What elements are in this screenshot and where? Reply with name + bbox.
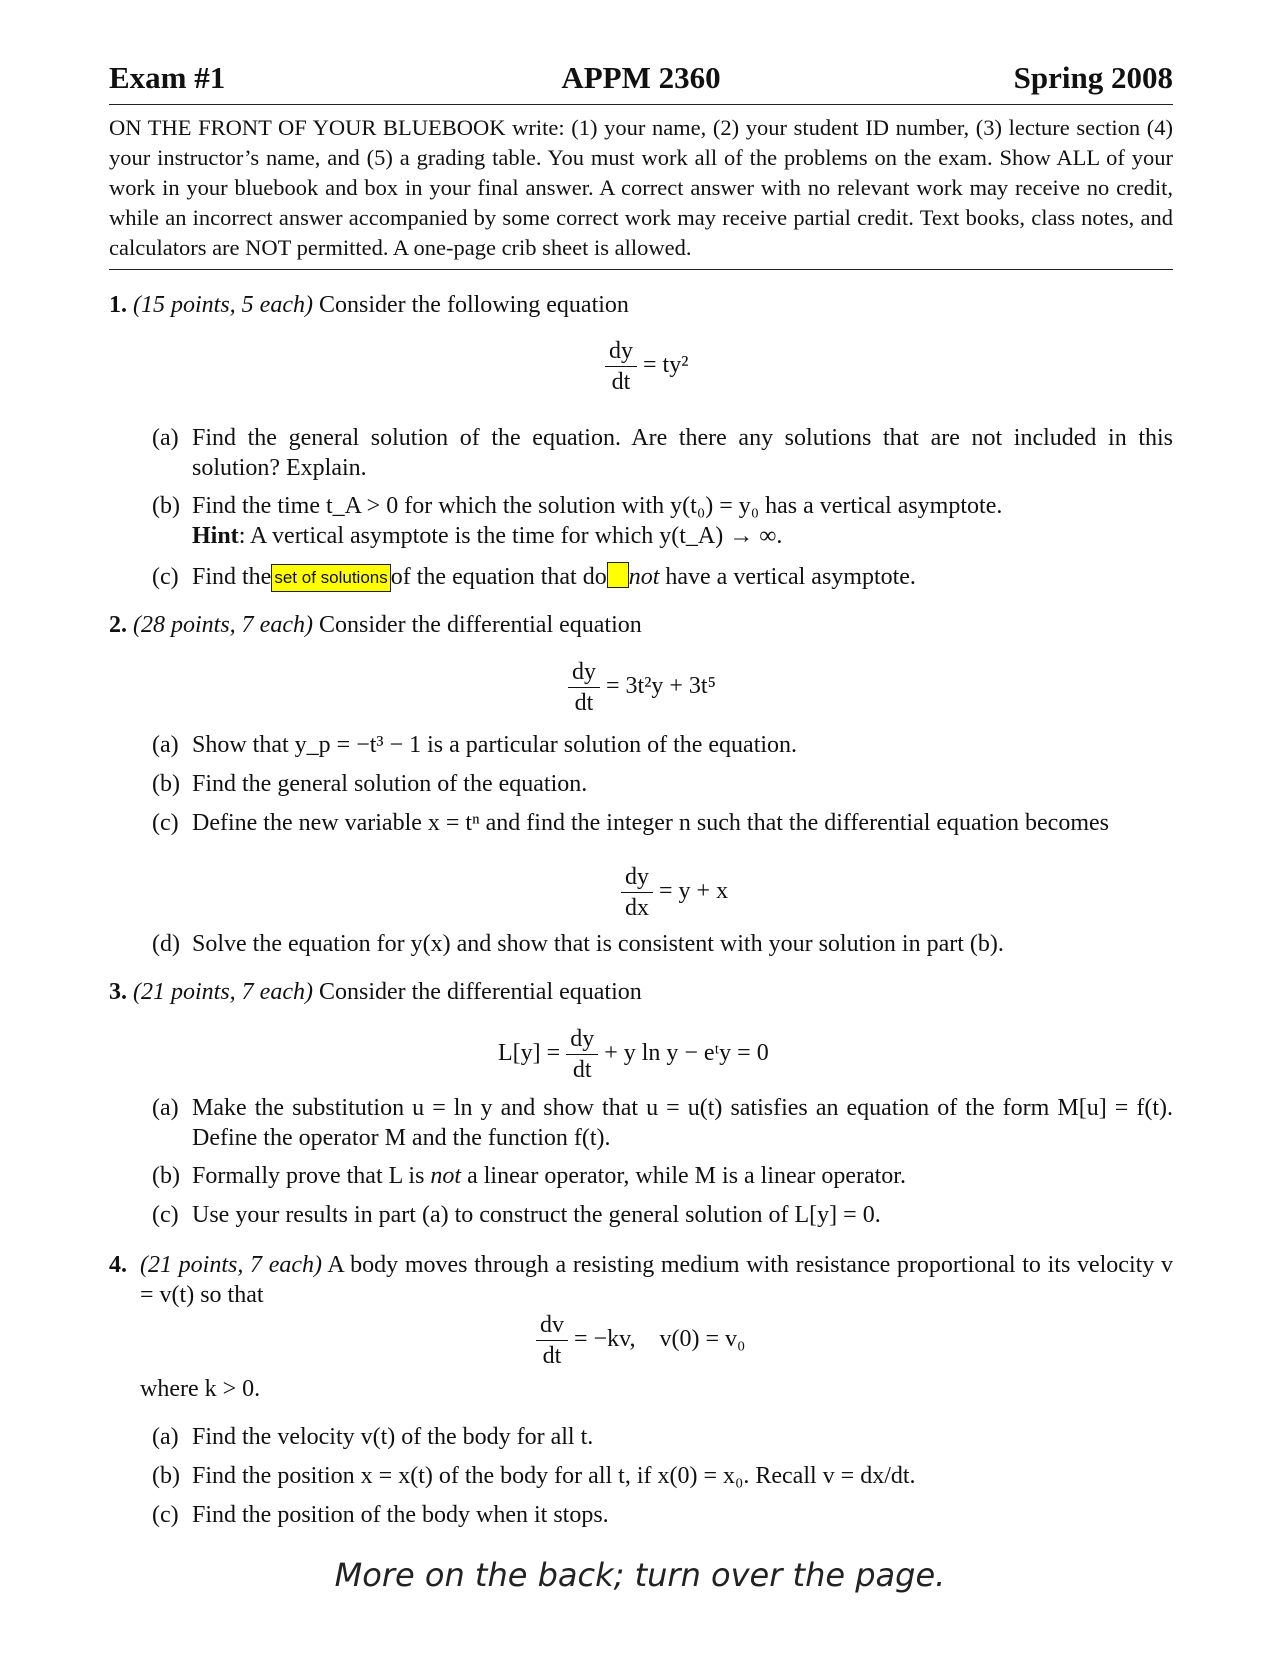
problem-points: (21 points, 7 each) <box>133 979 313 1005</box>
exam-page <box>109 60 1173 270</box>
part-4a: (a) Find the velocity v(t) of the body for all t. <box>152 1424 594 1450</box>
part-3c: (c) Use your results in part (a) to construct the general solution of L[y] = 0. <box>152 1202 881 1228</box>
exam-number: Exam #1 <box>109 60 226 95</box>
instructions-rule <box>109 269 1173 270</box>
part-2d: (d) Solve the equation for y(x) and show that is consistent with your solution in part (b). <box>152 931 1004 957</box>
highlight-box[interactable] <box>607 562 629 588</box>
highlight-annotation[interactable]: set of solutions <box>271 564 390 592</box>
equation-2: $\frac{dy}{dt}$ = 3t²y + 3t⁵ <box>568 657 716 718</box>
semester: Spring 2008 <box>1013 60 1173 95</box>
part-4c: (c) Find the position of the body when it stops. <box>152 1502 609 1528</box>
eq-numerator: dy <box>605 336 637 367</box>
equation-3: L[y] = $\frac{dy}{dt}$ + y ln y − eᵗy = 0 <box>498 1026 769 1083</box>
problem-1 <box>109 290 1173 320</box>
where-clause: where k > 0. <box>140 1376 261 1402</box>
part-2b: (b) Find the general solution of the equation. <box>152 771 588 797</box>
part-4b: (b) Find the position x = x(t) of the body for all t, if x(0) = x₀. Recall v = dx/dt. <box>152 1463 916 1489</box>
problem-lead: A body moves through a resisting medium with resistance proportional to its velocity v = v(t) so that <box>140 1252 1173 1308</box>
problem-number: 4. <box>109 1252 127 1278</box>
problem-4 <box>109 1250 1173 1310</box>
problem-number: 2. <box>109 612 127 638</box>
course-code: APPM 2360 <box>561 60 721 95</box>
problem-lead: Consider the following equation <box>318 292 629 318</box>
problem-number: 3. <box>109 979 127 1005</box>
problem-number: 1. <box>109 292 127 318</box>
part-2c: (c) Define the new variable x = tⁿ and find the integer n such that the differential equation becomes <box>152 810 1109 836</box>
problem-points: (15 points, 5 each) <box>133 292 313 318</box>
problem-3 <box>109 977 1173 1007</box>
problem-points: (21 points, 7 each) <box>140 1252 323 1278</box>
part-3a: (a) Make the substitution u = ln y and show that u = u(t) satisfies an equation of the form M[u] = f(t). Define the operator M and the function f(t). <box>152 1095 1173 1151</box>
page-header <box>109 60 1173 104</box>
problem-2 <box>109 610 1173 640</box>
problem-points: (28 points, 7 each) <box>133 612 313 638</box>
part-3b: (b) Formally prove that L is not a linear operator, while M is a linear operator. <box>152 1163 906 1189</box>
part-1a: (a) Find the general solution of the equation. Are there any solutions that are not included in this solution? Explain. <box>152 425 1173 481</box>
equation-1 <box>605 336 688 397</box>
part-1b: (b) Find the time t_A > 0 for which the solution with y(t₀) = y₀ has a vertical asymptote. Hint: A vertical asymptote is the time for which y(t_A) → ∞. <box>152 493 1003 549</box>
part-2a: (a) Show that y_p = −t³ − 1 is a particular solution of the equation. <box>152 732 798 758</box>
eq-denominator: dt <box>611 369 631 395</box>
problem-lead: Consider the differential equation <box>318 979 642 1005</box>
problem-lead: Consider the differential equation <box>318 612 642 638</box>
eq-rhs: = ty² <box>643 352 689 379</box>
footer-note: More on the back; turn over the page. <box>334 1556 946 1594</box>
equation-2c: $\frac{dy}{dx}$ = y + x <box>621 862 728 923</box>
part-1c: (c) Find the set of solutions of the equation that do not have a vertical asymptote. <box>152 564 916 590</box>
equation-4: $\frac{dv}{dt}$ = −kv, v(0) = v₀ <box>536 1310 745 1371</box>
instructions: ON THE FRONT OF YOUR BLUEBOOK write: (1) your name, (2) your student ID number, (3) lecture section (4) your instructor’s name, and (5) a grading table. You must work all of the problems on the exam. Show ALL of your work in your bluebook and box in your final answer. A correct answer with no relevant work may receive no credit, while an incorrect answer accompanied by some correct work may receive partial credit. Text books, class notes, and calculators are NOT permitted. A one-page crib sheet is allowed. <box>109 115 1173 260</box>
